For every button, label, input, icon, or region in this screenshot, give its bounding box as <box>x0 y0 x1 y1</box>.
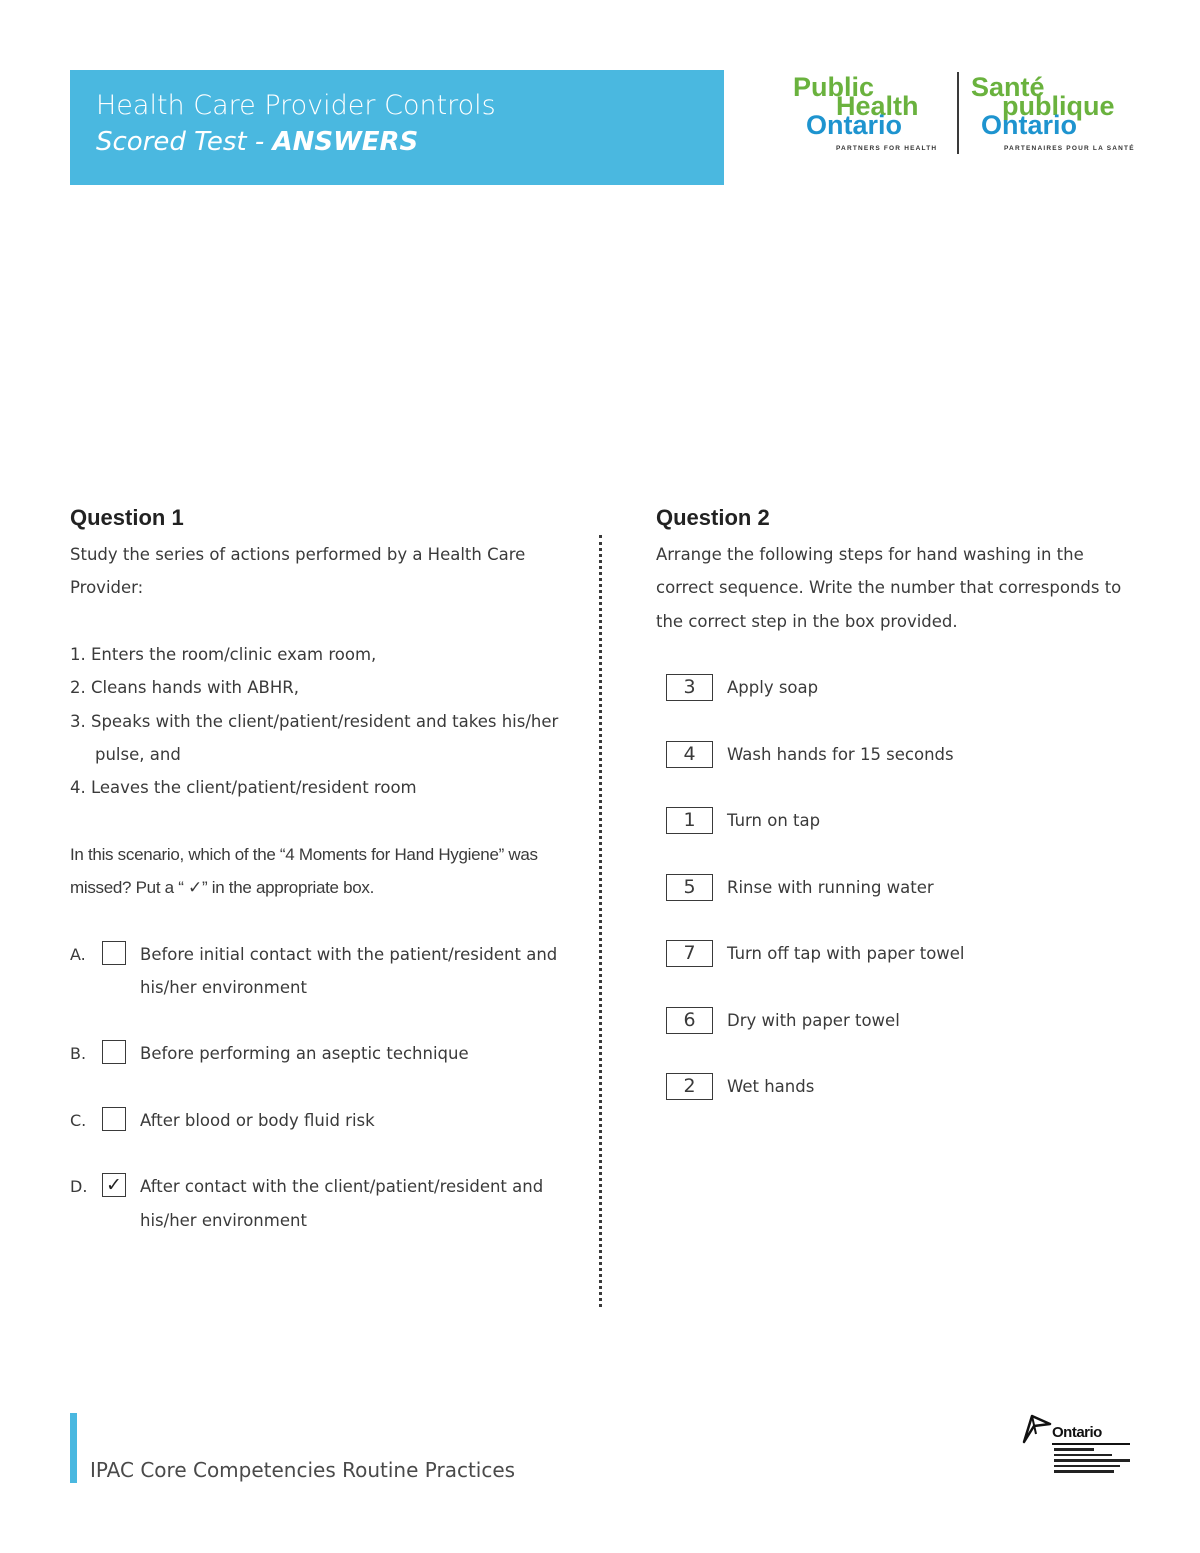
option-letter: C. <box>70 1110 87 1130</box>
document-subtitle <box>96 124 724 160</box>
step-number-box[interactable]: 7 <box>666 940 713 967</box>
hand-washing-steps <box>656 671 1146 1103</box>
question-2-heading: Question 2 <box>656 505 770 530</box>
step-label: Wet hands <box>727 1077 815 1097</box>
action-item: 3. Speaks with the client/patient/resident and takes his/her pulse, and <box>70 711 559 765</box>
step-label: Apply soap <box>727 678 819 698</box>
document-title: Health Care Provider Controls <box>96 90 496 121</box>
step-number-box[interactable]: 2 <box>666 1073 713 1100</box>
question-1-heading: Question 1 <box>70 505 184 530</box>
step-row <box>666 937 1146 970</box>
logo-en-health: Health <box>836 91 919 121</box>
footer-accent-bar <box>70 1413 77 1483</box>
logo-fr-ontario: Ontario <box>981 110 1078 140</box>
question-1-actions <box>70 638 570 805</box>
option-c-checkbox[interactable] <box>102 1107 126 1131</box>
option-text: Before performing an aseptic technique <box>140 1044 469 1064</box>
question-2-intro: Arrange the following steps for hand washing in the correct sequence. Write the number that corresponds to the correct step in the box provided. <box>656 545 1122 631</box>
ontario-wordmark: Ontario <box>1052 1424 1102 1441</box>
ontario-government-logo <box>1020 1410 1135 1485</box>
step-row <box>666 671 1146 704</box>
step-number-box[interactable]: 4 <box>666 741 713 768</box>
question-1-section <box>70 502 570 1270</box>
action-item: 2. Cleans hands with ABHR, <box>70 678 299 698</box>
step-label: Turn on tap <box>727 811 821 831</box>
logo-en-tagline: PARTNERS FOR HEALTH <box>836 145 938 152</box>
footer-title: IPAC Core Competencies Routine Practices <box>90 1458 516 1482</box>
option-b-checkbox[interactable] <box>102 1040 126 1064</box>
option-text: After contact with the client/patient/resident and his/her environment <box>140 1177 544 1230</box>
pho-logo <box>790 70 1135 160</box>
step-label: Wash hands for 15 seconds <box>727 744 954 764</box>
header-banner <box>70 70 724 185</box>
ontario-logo-fineprint <box>1054 1448 1130 1476</box>
action-item: 4. Leaves the client/patient/resident room <box>70 778 417 798</box>
option-d-checkbox[interactable]: ✓ <box>102 1173 126 1197</box>
column-divider <box>599 535 602 1307</box>
option-c <box>70 1104 570 1137</box>
logo-divider <box>957 72 959 154</box>
step-row <box>666 1070 1146 1103</box>
logo-fr-tagline: PARTENAIRES POUR LA SANTÉ <box>1004 145 1135 152</box>
step-row <box>666 1004 1146 1037</box>
question-1-intro: Study the series of actions performed by a Health Care Provider: <box>70 545 526 598</box>
trillium-icon <box>1020 1412 1054 1444</box>
action-item: 1. Enters the room/clinic exam room, <box>70 644 377 664</box>
step-row <box>666 871 1146 904</box>
option-letter: B. <box>70 1044 87 1064</box>
subtitle-prefix: Scored Test - <box>96 127 273 157</box>
option-a <box>70 938 570 1005</box>
logo-en-public: Public <box>793 72 875 102</box>
ontario-logo-rule <box>1052 1443 1130 1445</box>
option-d <box>70 1170 570 1237</box>
option-b <box>70 1037 570 1070</box>
step-row <box>666 804 1146 837</box>
subtitle-answers: ANSWERS <box>272 127 419 157</box>
step-label: Turn off tap with paper towel <box>727 944 965 964</box>
step-label: Dry with paper towel <box>727 1010 900 1030</box>
logo-fr-publique: publique <box>1002 91 1115 121</box>
option-a-checkbox[interactable] <box>102 941 126 965</box>
question-2-section <box>656 502 1146 1137</box>
option-text: After blood or body fluid risk <box>140 1110 375 1130</box>
option-letter: A. <box>70 944 86 964</box>
step-label: Rinse with running water <box>727 877 934 897</box>
step-number-box[interactable]: 1 <box>666 807 713 834</box>
logo-en-ontario: Ontario <box>806 110 903 140</box>
logo-fr-sante: Santé <box>971 72 1045 102</box>
step-number-box[interactable]: 3 <box>666 674 713 701</box>
step-row <box>666 738 1146 771</box>
question-1-prompt: In this scenario, which of the “4 Moments for Hand Hygiene” was missed? Put a “ ✓” in the appropriate box. <box>70 844 538 898</box>
step-number-box[interactable]: 5 <box>666 874 713 901</box>
step-number-box[interactable]: 6 <box>666 1007 713 1034</box>
option-text: Before initial contact with the patient/resident and his/her environment <box>140 944 558 998</box>
option-letter: D. <box>70 1177 88 1197</box>
question-1-options <box>70 938 570 1237</box>
